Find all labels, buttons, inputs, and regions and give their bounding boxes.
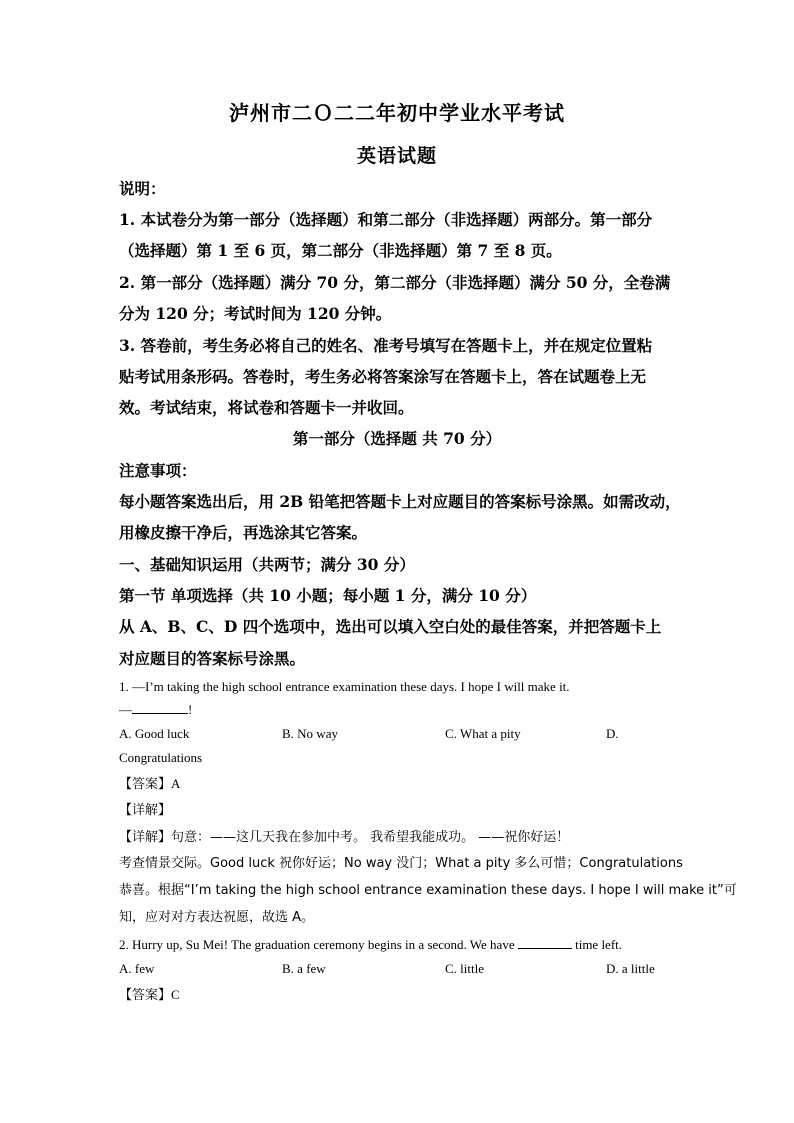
instruction-line: 3. 答卷前，考生务必将自己的姓名、准考号填写在答题卡上，并在规定位置粘	[119, 336, 653, 355]
explain-tag: 【详解】	[119, 830, 172, 845]
instruction-line: 分为 120 分；考试时间为 120 分钟。	[119, 304, 392, 323]
subsection-heading: 第一节 单项选择（共 10 小题；每小题 1 分，满分 10 分）	[119, 586, 537, 605]
answer-tag: 【答案】	[119, 988, 172, 1003]
direction-line: 对应题目的答案标号涂黑。	[119, 649, 306, 668]
answer-tag: 【答案】	[119, 777, 172, 792]
q1-answer	[119, 772, 180, 797]
q1-explanation	[119, 825, 569, 850]
q2-stem	[119, 933, 622, 957]
q2-option-b: B. a few	[282, 961, 326, 976]
q2-answer	[119, 983, 180, 1008]
q1-option-a: A. Good luck	[119, 726, 190, 741]
q1-explanation-line: 恭喜。根据“I’m taking the high school entrance examination these days. I hope I will make it”可	[119, 883, 737, 898]
q1-reply-end: !	[188, 702, 193, 717]
detail-tag: 【详解】	[119, 803, 172, 818]
q1-stem: 1. —I’m taking the high school entrance examination these days. I hope I will make it.	[119, 679, 570, 694]
q1-answer-blank	[132, 701, 188, 714]
direction-line: 从 A、B、C、D 四个选项中，选出可以填入空白处的最佳答案，并把答题卡上	[119, 617, 662, 636]
q2-option-d: D. a little	[606, 961, 655, 976]
q1-option-c: C. What a pity	[445, 726, 521, 741]
instruction-line: 2. 第一部分（选择题）满分 70 分，第二部分（非选择题）满分 50 分，全卷满	[119, 273, 671, 292]
q1-reply-dash: —	[119, 702, 132, 717]
notice-line: 用橡皮擦干净后，再选涂其它答案。	[119, 523, 368, 542]
instruction-line: 效。考试结束，将试卷和答题卡一并收回。	[119, 398, 414, 417]
exam-subtitle: 英语试题	[356, 145, 437, 167]
q2-option-a: A. few	[119, 961, 155, 976]
q1-explanation-line: 知，应对对方表达祝愿，故选 A。	[119, 910, 315, 925]
instruction-line: （选择题）第 1 至 6 页，第二部分（非选择题）第 7 至 8 页。	[119, 241, 562, 260]
notice-line: 每小题答案选出后，用 2B 铅笔把答题卡上对应题目的答案标号涂黑。如需改动，	[119, 492, 681, 511]
q2-stem-start: 2. Hurry up, Su Mei! The graduation ceremony begins in a second. We have	[119, 937, 518, 952]
q1-detail-heading	[119, 798, 171, 823]
instruction-line: 贴考试用条形码。答卷时，考生务必将答案涂写在答题卡上，答在试题卷上无	[119, 367, 647, 386]
q1-option-b: B. No way	[282, 726, 338, 741]
answer-value: A	[171, 776, 181, 791]
part1-heading: 第一部分（选择题 共 70 分）	[292, 429, 502, 448]
section-heading: 一、基础知识运用（共两节；满分 30 分）	[119, 555, 415, 574]
exam-title: 泸州市二Ｏ二二年初中学业水平考试	[229, 101, 565, 125]
notice-heading: 注意事项：	[119, 461, 197, 480]
q2-stem-end: time left.	[571, 937, 623, 952]
q1-explanation-line: 考查情景交际。Good luck 祝你好运；No way 没门；What a pity 多么可惜；Congratulations	[119, 856, 683, 871]
q1-option-d: D.	[606, 726, 619, 741]
answer-value: C	[171, 987, 180, 1002]
instruction-line: 1. 本试卷分为第一部分（选择题）和第二部分（非选择题）两部分。第一部分	[119, 210, 653, 229]
q1-reply	[119, 698, 192, 722]
q2-answer-blank	[518, 936, 572, 949]
q1-option-d-text: Congratulations	[119, 750, 203, 765]
q2-option-c: C. little	[445, 961, 484, 976]
instructions-heading: 说明：	[119, 179, 166, 198]
explain-text: 句意：——这几天我在参加中考。 我希望我能成功。 ——祝你好运！	[171, 830, 570, 845]
